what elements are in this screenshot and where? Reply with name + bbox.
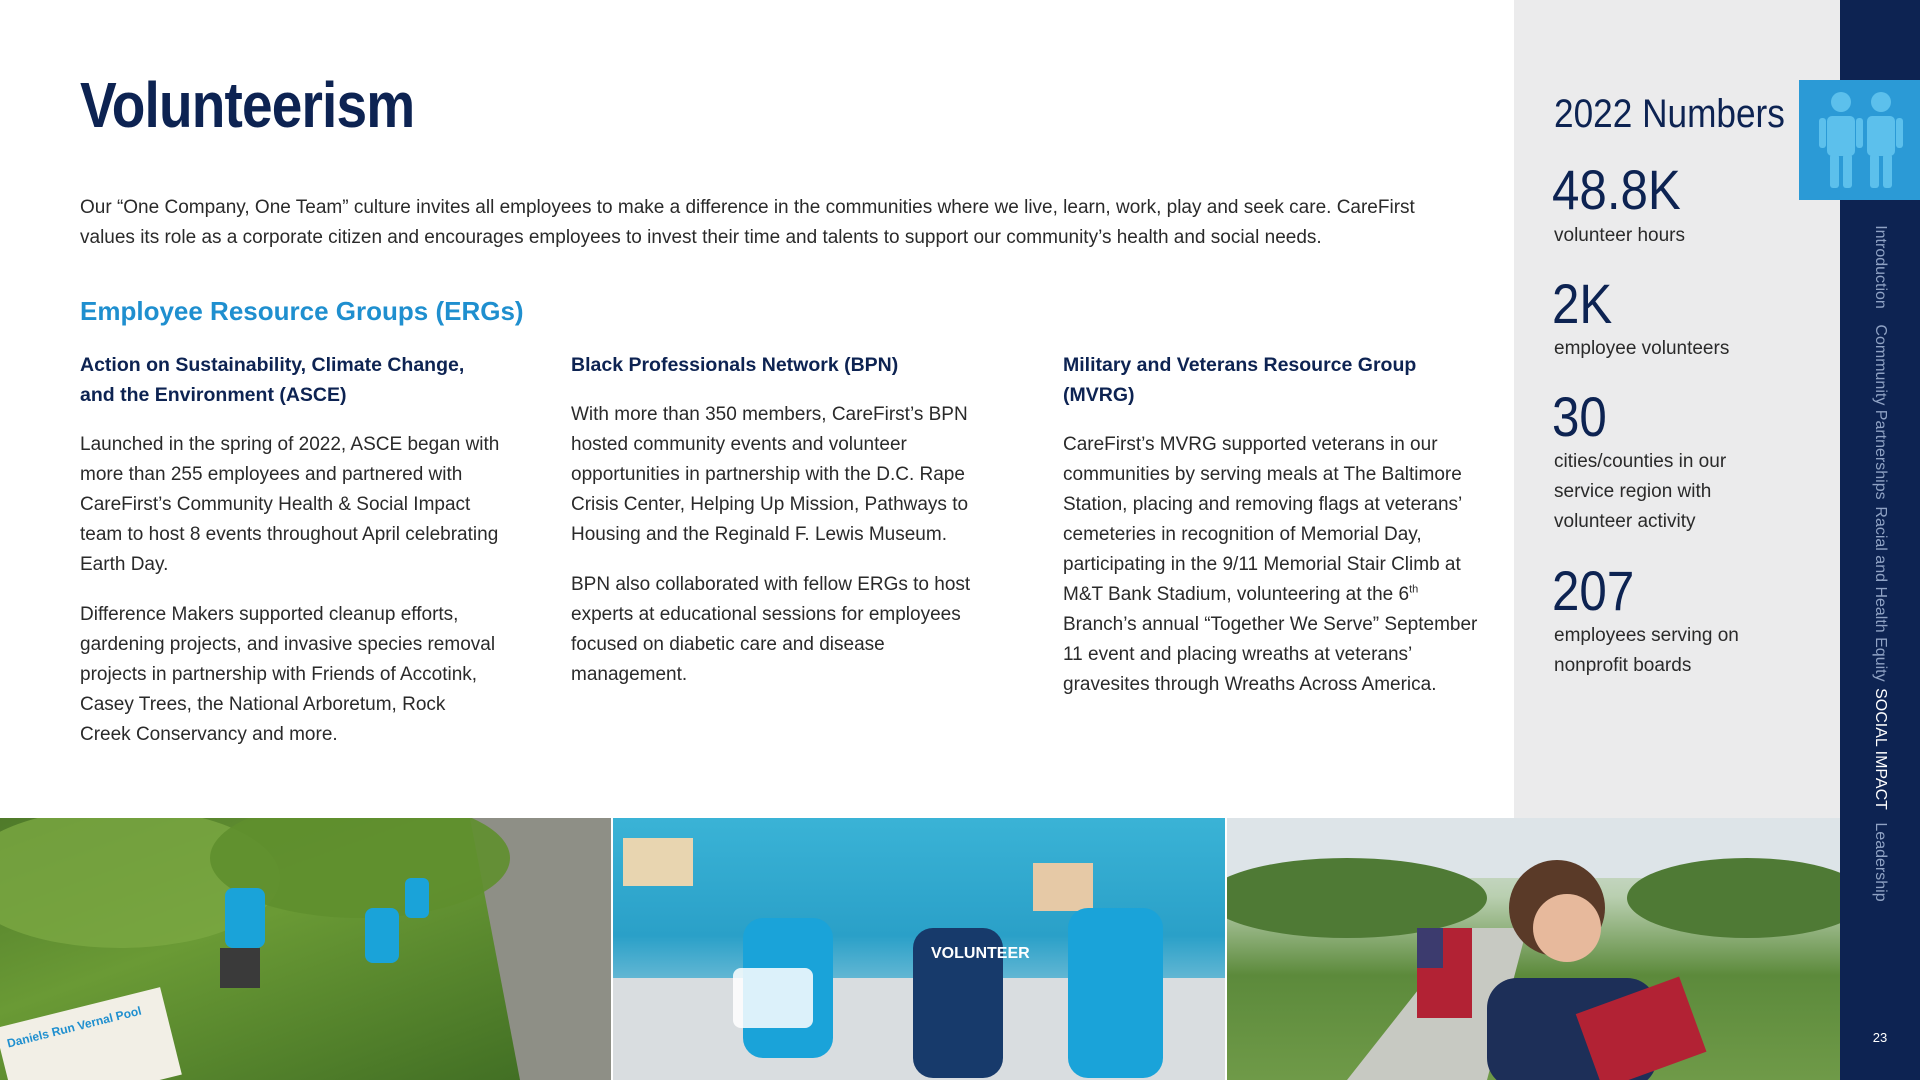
nav-item-leadership[interactable]: Leadership [1872,822,1889,902]
erg-heading: Employee Resource Groups (ERGs) [80,296,524,326]
page-number: 23 [1872,1030,1888,1045]
erg-column-asce [80,350,500,770]
erg-title-bpn: Black Professionals Network (BPN) [571,354,899,376]
photo-volunteers-cleanup [0,818,611,1080]
photo-volunteer-flags [1227,818,1840,1080]
nav-item-introduction[interactable]: Introduction [1872,225,1889,309]
erg-column-mvrg [1063,350,1483,720]
photo-cleanup-graphic [0,818,611,1080]
photo-supplies-graphic [613,818,1225,1080]
people-icon-graphic [1799,80,1920,200]
nav-item-community-partnerships[interactable]: Community Partnerships [1872,324,1889,500]
erg-paragraph: Launched in the spring of 2022, ASCE began with more than 255 employees and partnered with CareFirst’s Community Health & Social Impact team to host 8 events throughout April celebrating Earth Day. [80,434,500,575]
erg-text: Branch’s annual “Together We Serve” September 11 event and placing wreaths at veterans’ gravesites through Wreaths Across America. [1063,614,1478,695]
erg-paragraph: BPN also collaborated with fellow ERGs to host experts at educational sessions for employees focused on diabetic care and disease management. [571,574,971,685]
nav-item-social-impact[interactable]: SOCIAL IMPACT [1872,688,1889,810]
erg-text: CareFirst’s MVRG supported veterans in our communities by serving meals at The Baltimore Station, placing and removing flags at veterans’ cemeteries in recognition of Memorial Day, participating in the 9/11 Memorial Stair Climb at M&T Bank Stadium, volunteering at the 6 [1063,434,1462,605]
stat-value: 48.8K [1552,158,1681,221]
erg-paragraph [1063,430,1483,700]
intro-paragraph: Our “One Company, One Team” culture invites all employees to make a difference in the communities where we live, learn, work, play and seek care. CareFirst values its role as a corporate citizen and encourages employees to invest their time and talents to support our community’s health and social needs. [80,197,1415,248]
erg-title-asce: Action on Sustainability, Climate Change, and the Environment (ASCE) [80,354,465,406]
stat-value: 30 [1552,385,1607,448]
stat-value: 2K [1552,272,1613,335]
page-title: Volunteerism [80,69,415,141]
shirt-text: VOLUNTEER [931,945,1030,962]
erg-paragraph: Difference Makers supported cleanup efforts, gardening projects, and invasive species removal projects in partnership with Friends of Accotink, Casey Trees, the National Arboretum, Rock Creek Conservancy and more. [80,604,496,745]
photo-flags-graphic [1227,818,1840,1080]
erg-column-bpn [571,350,991,710]
stat-label: employee volunteers [1554,338,1730,359]
stat-label: cities/counties in our service region with volunteer activity [1554,451,1727,532]
sign-title: Daniels Run Vernal Pool [5,1003,143,1051]
people-icon [1799,80,1920,200]
ordinal-suffix: th [1409,583,1419,596]
erg-paragraph: With more than 350 members, CareFirst’s BPN hosted community events and volunteer opportunities in partnership with the D.C. Rape Crisis Center, Helping Up Mission, Pathways to Housing and the Reginald F. Lewis Museum. [571,404,969,545]
stats-title: 2022 Numbers [1554,92,1785,136]
nav-item-racial-health-equity[interactable]: Racial and Health Equity [1872,506,1889,682]
erg-title-mvrg: Military and Veterans Resource Group (MVRG) [1063,354,1417,406]
stat-value: 207 [1552,559,1635,622]
photo-volunteers-supplies [613,818,1225,1080]
stat-label: employees serving on nonprofit boards [1554,625,1739,676]
stat-label: volunteer hours [1554,225,1685,246]
